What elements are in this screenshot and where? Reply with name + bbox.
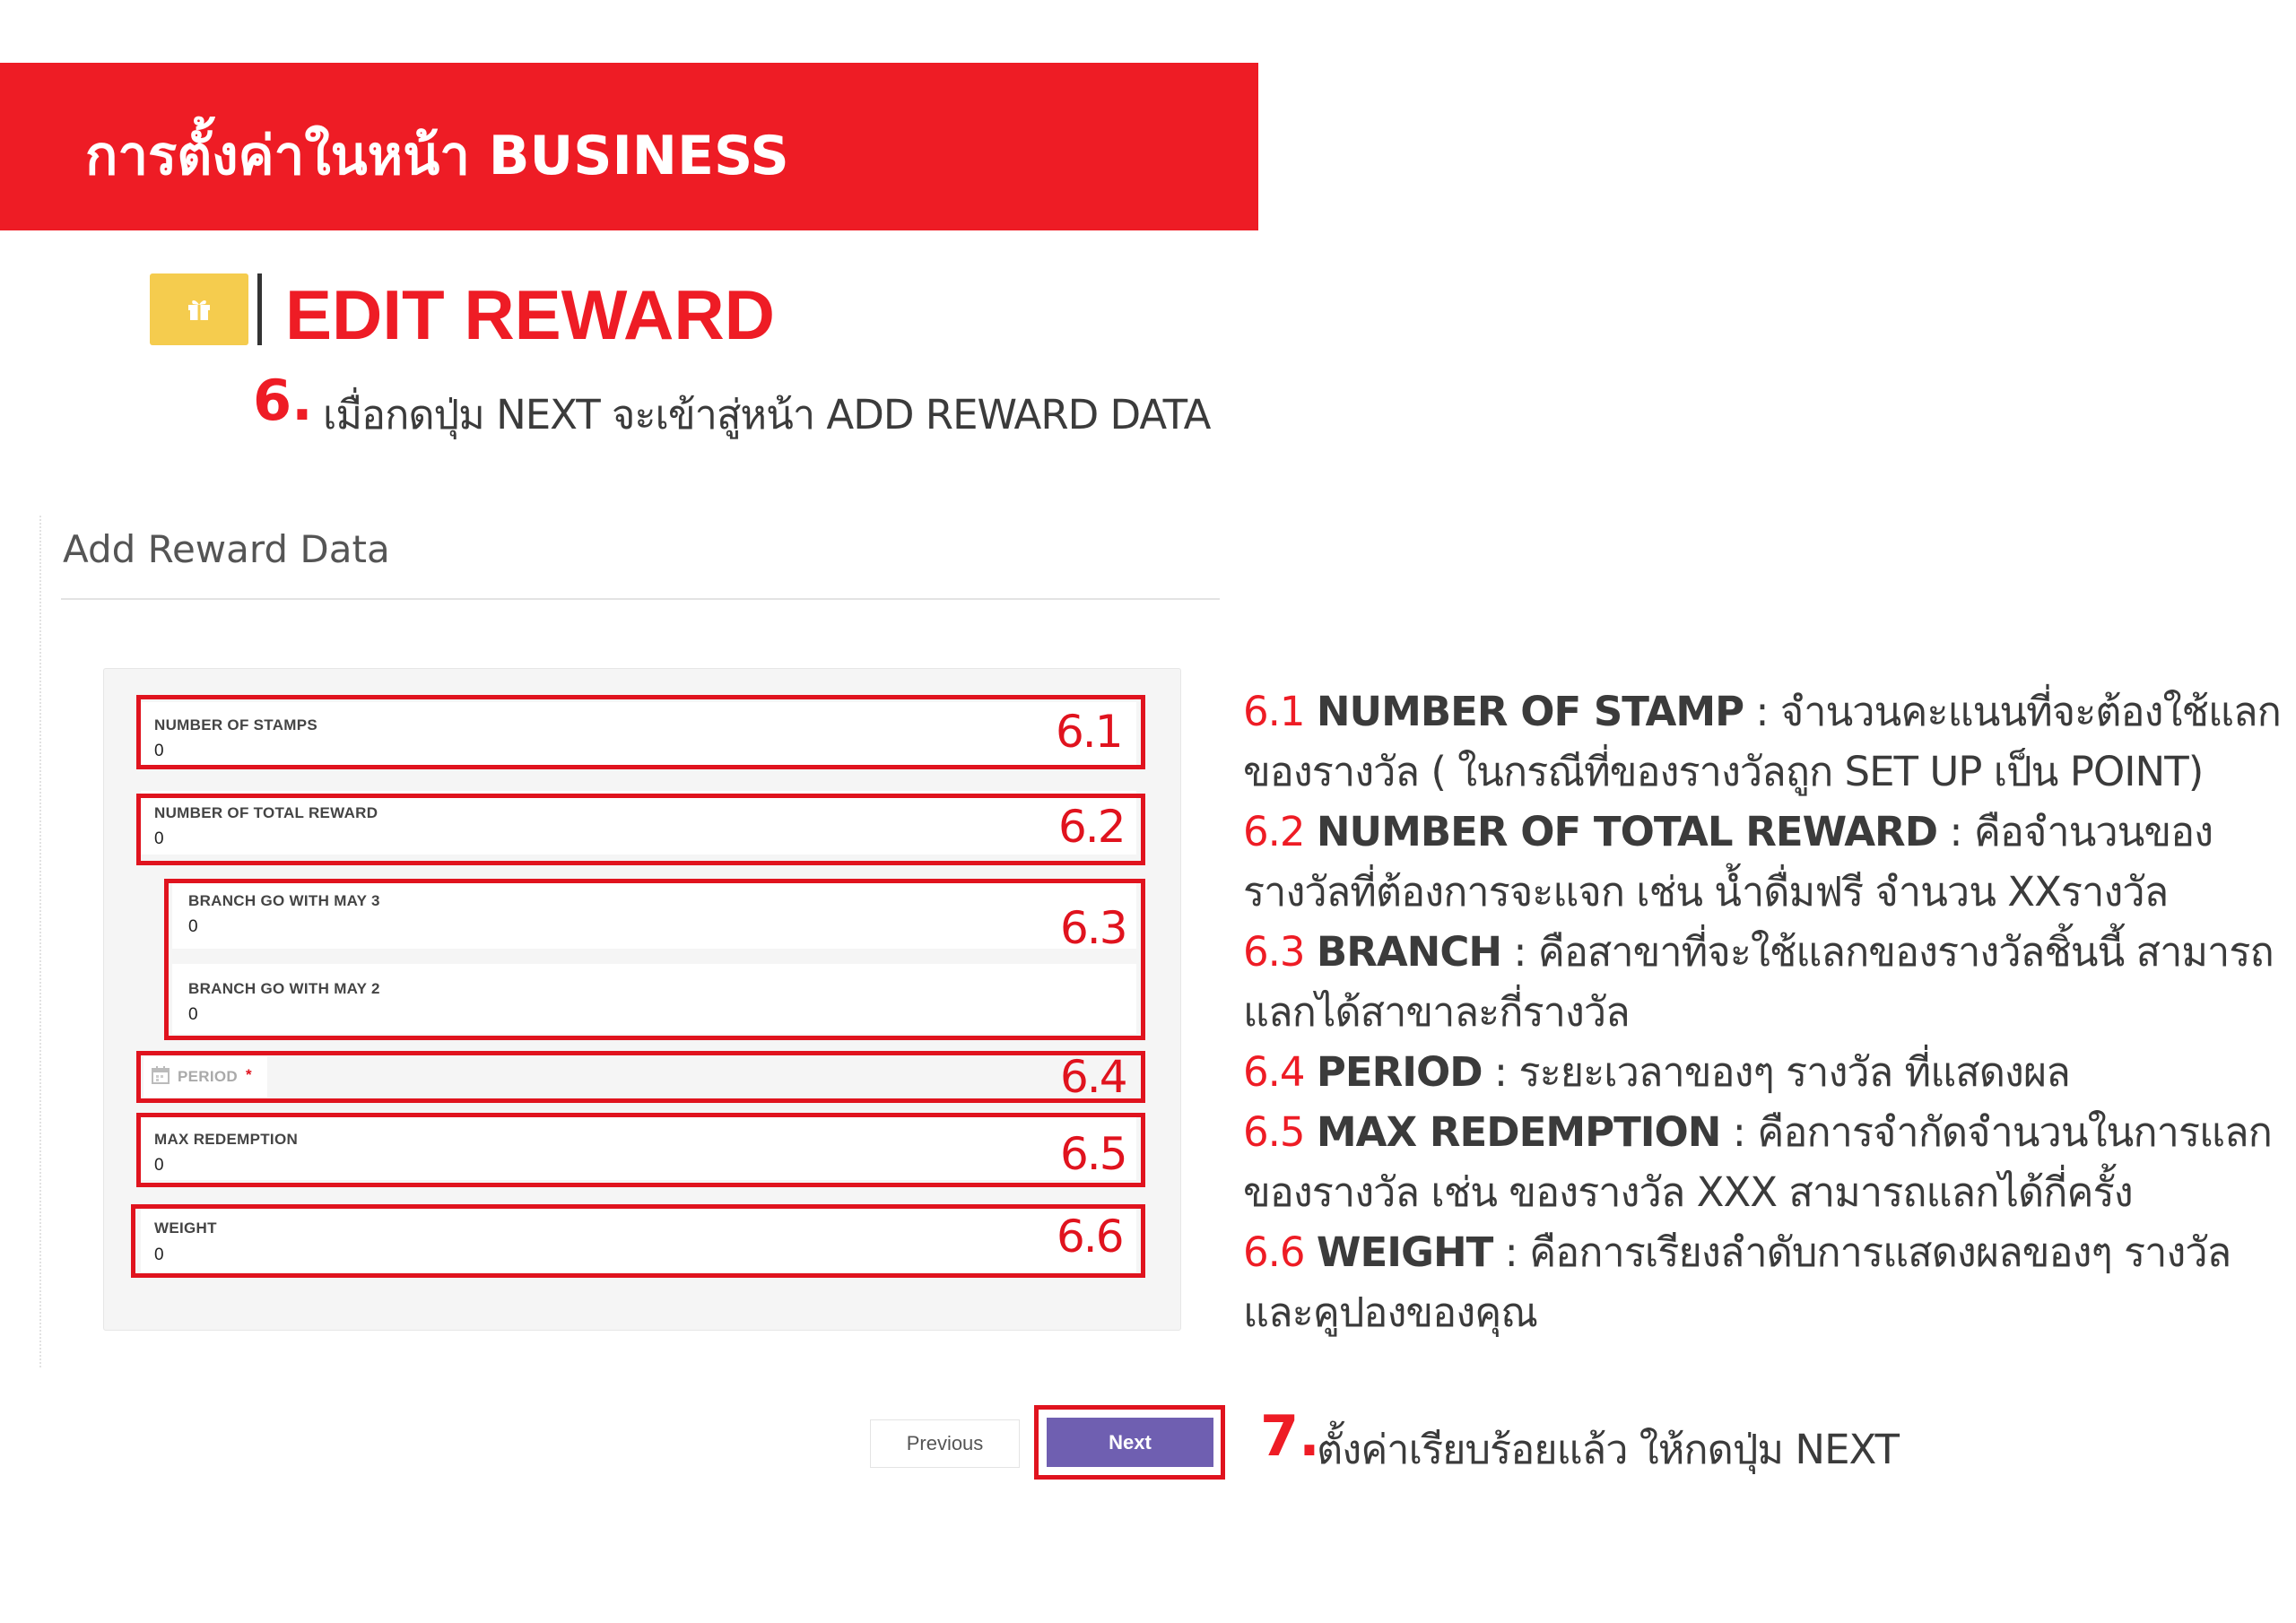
callout-box-next [1034,1405,1225,1480]
callout-box-6-3 [164,879,1145,1040]
previous-button[interactable]: Previous [870,1419,1020,1468]
gift-icon [186,297,213,322]
branch-may-3-label: BRANCH GO WITH MAY 3 [188,892,380,909]
description-text: : คือการจำกัดจำนวนในการแลกของรางวัล เช่น ของรางวัล XXX สามารถแลกได้กี่ครั้ง [1243,1108,2272,1216]
title-divider [257,273,262,345]
branch-may-2-label: BRANCH GO WITH MAY 2 [188,980,380,997]
description-key: NUMBER OF STAMP [1316,688,1744,735]
number-of-stamps-input[interactable]: 0 [154,742,164,760]
callout-box-6-6 [131,1204,1145,1278]
description-number: 6.3 [1243,928,1305,976]
description-number: 6.4 [1243,1048,1305,1096]
field-descriptions [1243,681,2292,1342]
callout-box-6-5 [136,1113,1145,1187]
description-number: 6.6 [1243,1228,1305,1276]
description-item [1243,1102,2292,1222]
header-title: การตั้งค่าในหน้า BUSINESS [85,125,789,187]
description-item [1243,922,2292,1042]
callout-box-6-4 [136,1051,1145,1103]
callout-box-6-1 [136,695,1145,769]
next-button[interactable]: Next [1047,1418,1213,1467]
number-of-total-reward-input[interactable]: 0 [154,829,164,848]
weight-label: WEIGHT [154,1219,217,1237]
description-key: BRANCH [1316,928,1502,976]
description-number: 6.1 [1243,688,1305,735]
period-label: PERIOD [178,1068,238,1085]
description-item [1243,681,2292,802]
panel-dotted-border [39,516,41,1367]
callout-label-6-1: 6.1 [1056,706,1122,758]
description-key: PERIOD [1316,1048,1483,1096]
description-text: : คือจำนวนของรางวัลที่ต้องการจะแจก เช่น น้ำดื่มฟรี จำนวน XXรางวัล [1243,808,2213,916]
description-number: 6.5 [1243,1108,1305,1156]
panel-divider [61,598,1220,600]
description-key: WEIGHT [1316,1228,1493,1276]
callout-label-6-4: 6.4 [1060,1051,1126,1103]
weight-input[interactable]: 0 [154,1245,164,1264]
description-item [1243,1222,2292,1342]
step-6-text: เมื่อกดปุ่ม NEXT จะเข้าสู่หน้า ADD REWARD DATA [323,391,1211,438]
number-of-stamps-label: NUMBER OF STAMPS [154,716,318,733]
step-6-number: 6. [253,368,313,433]
description-key: NUMBER OF TOTAL REWARD [1316,808,1938,855]
step-7-text: ตั้งค่าเรียบร้อยแล้ว ให้กดปุ่ม NEXT [1317,1426,1900,1473]
description-key: MAX REDEMPTION [1316,1108,1721,1156]
description-number: 6.2 [1243,808,1305,855]
callout-label-6-3: 6.3 [1060,902,1126,954]
section-title: EDIT REWARD [285,275,775,354]
number-of-total-reward-label: NUMBER OF TOTAL REWARD [154,804,378,821]
callout-label-6-2: 6.2 [1058,801,1125,853]
panel-title: Add Reward Data [63,527,390,571]
max-redemption-input[interactable]: 0 [154,1156,164,1175]
max-redemption-label: MAX REDEMPTION [154,1131,299,1148]
callout-label-6-6: 6.6 [1057,1211,1123,1263]
callout-box-6-2 [136,794,1145,865]
description-text: : คือสาขาที่จะใช้แลกของรางวัลชิ้นนี้ สามารถแลกได้สาขาละกี่รางวัล [1243,928,2274,1036]
branch-may-3-input[interactable]: 0 [188,917,198,936]
description-text: : ระยะเวลาของๆ รางวัล ที่แสดงผล [1482,1048,2070,1096]
description-item [1243,1042,2292,1102]
period-required-mark: * [246,1066,252,1083]
step-7-number: 7. [1260,1403,1320,1469]
description-text: : จำนวนคะแนนที่จะต้องใช้แลกของรางวัล ( ในกรณีที่ของรางวัลถูก SET UP เป็น POINT) [1243,688,2281,795]
description-item [1243,802,2292,922]
callout-label-6-5: 6.5 [1060,1128,1126,1180]
branch-may-2-input[interactable]: 0 [188,1005,198,1024]
gift-icon-box [150,273,248,345]
description-text: : คือการเรียงลำดับการแสดงผลของๆ รางวัลและคูปองของคุณ [1243,1228,2231,1336]
